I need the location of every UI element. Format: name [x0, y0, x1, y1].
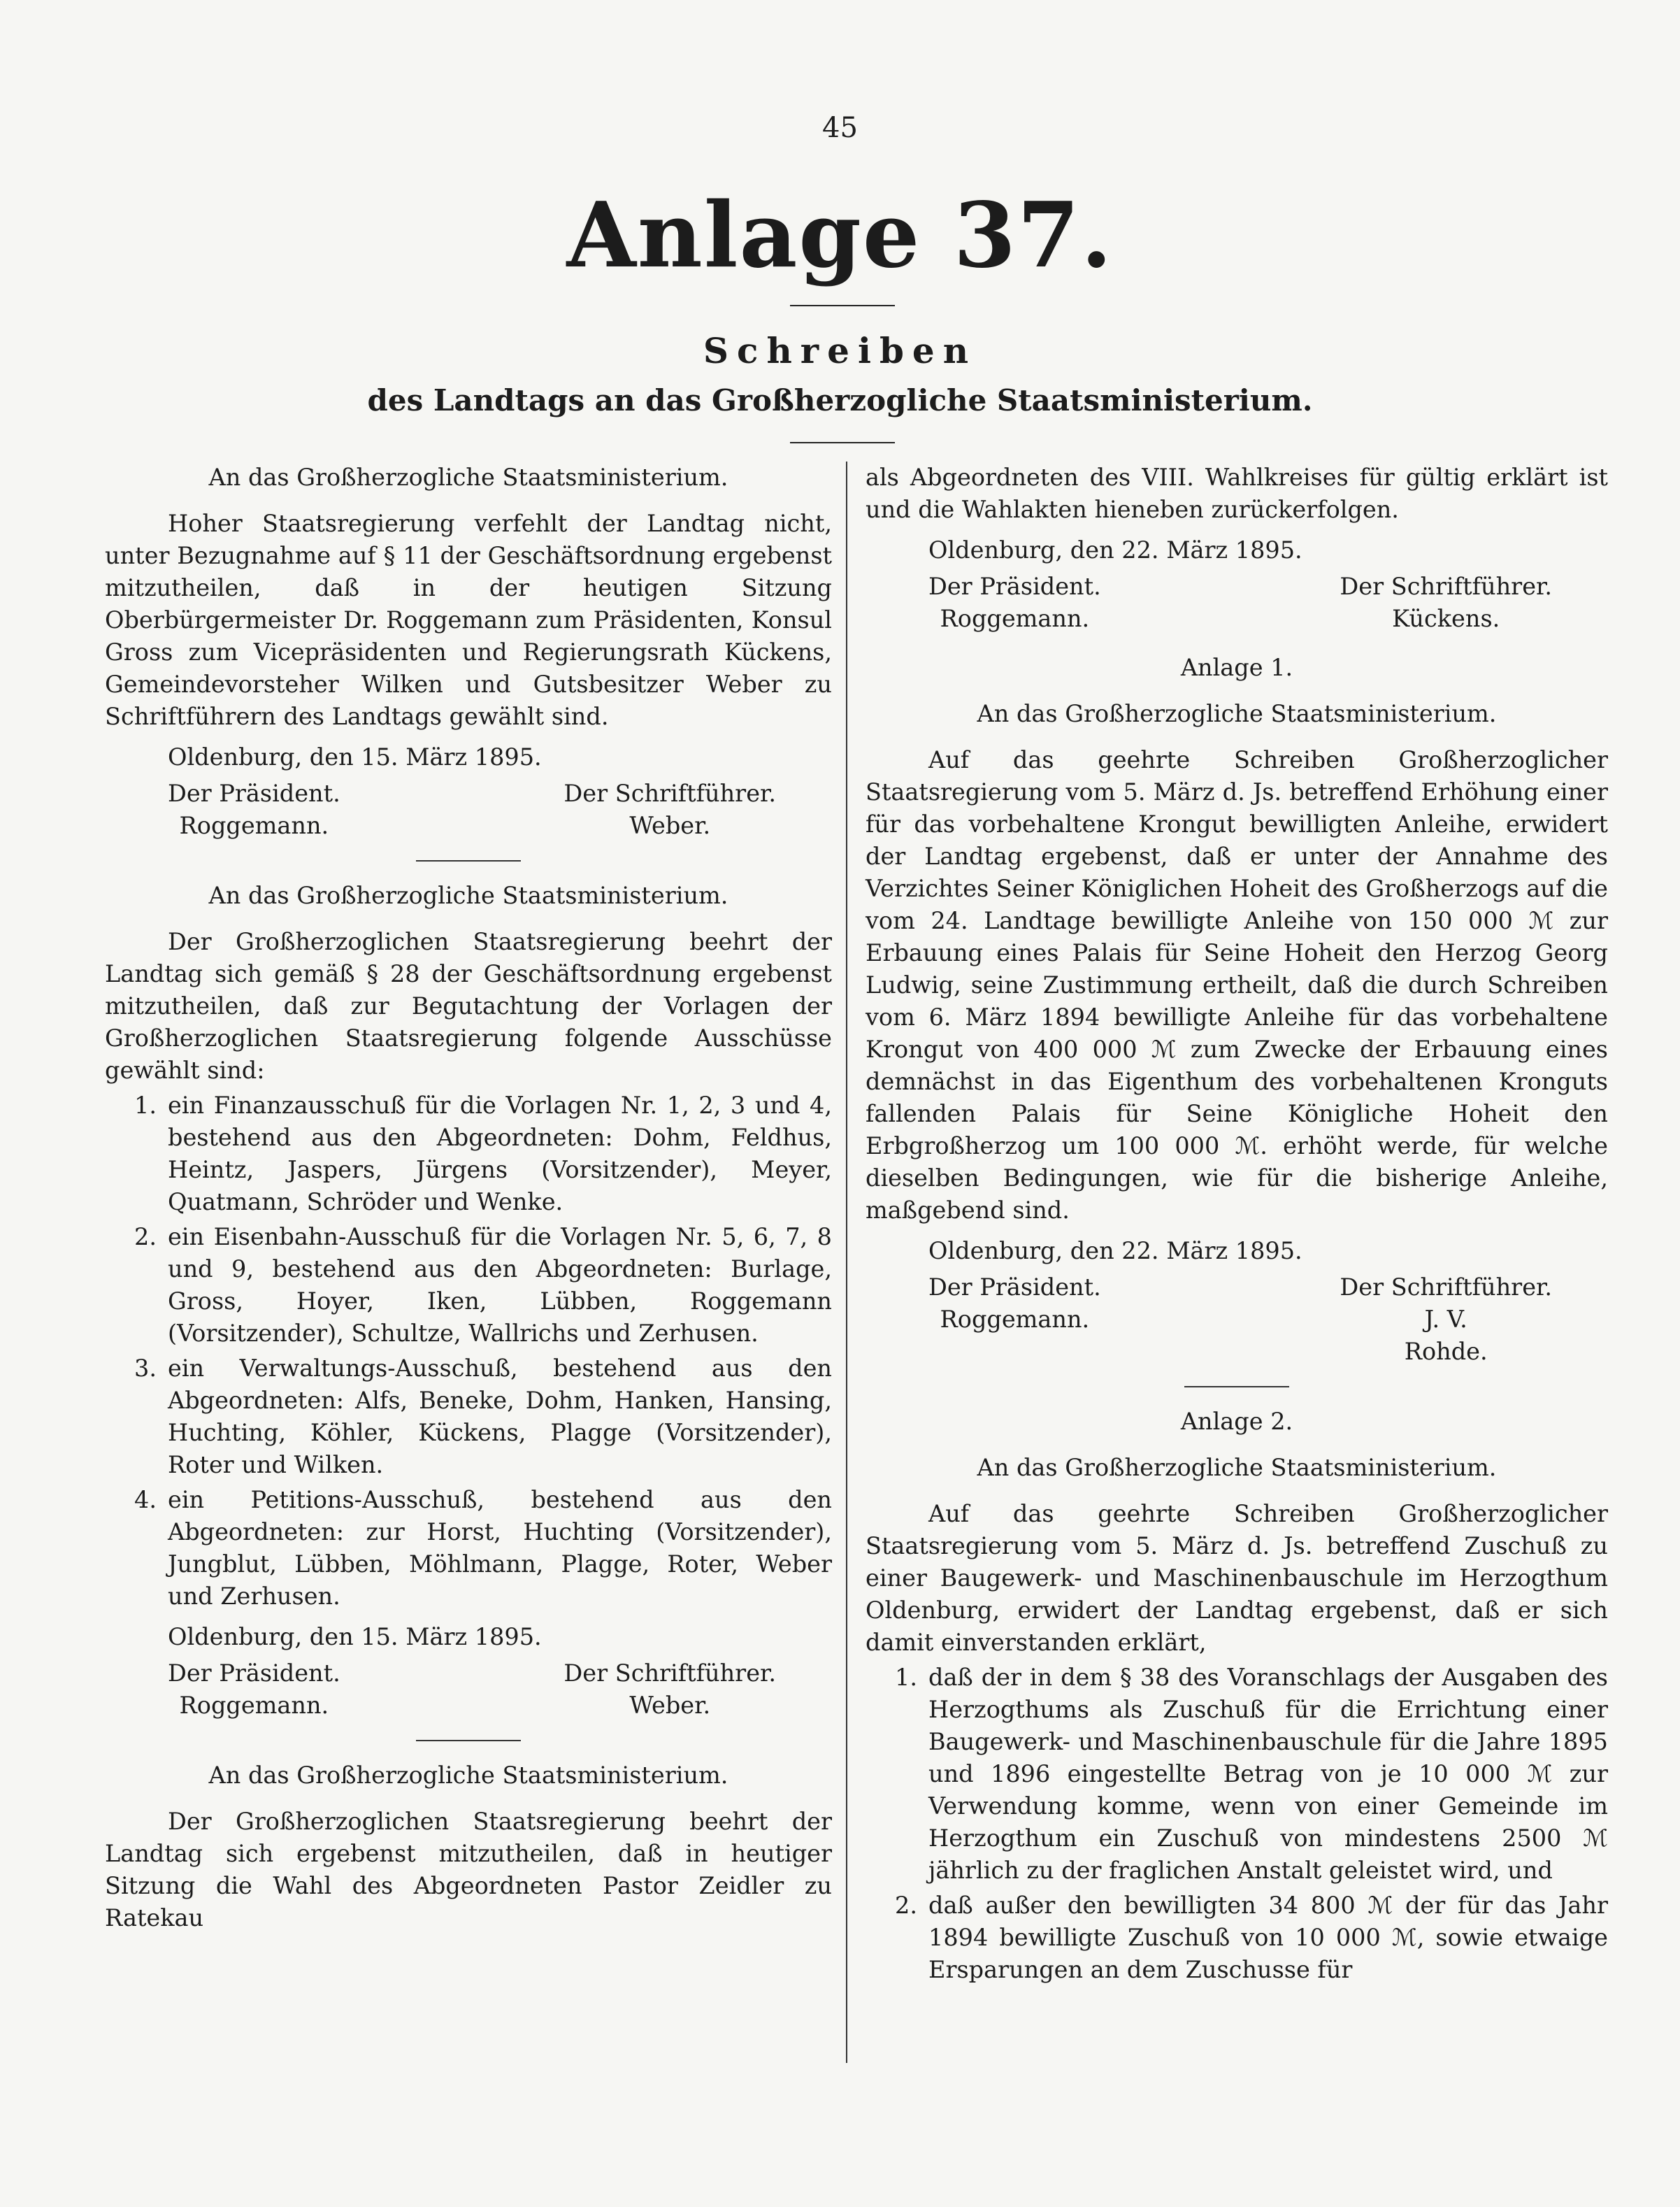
title-rule-top — [790, 305, 895, 306]
letter-address: An das Großherzogliche Staatsministerium. — [208, 464, 728, 491]
list-item: 3. ein Verwaltungs-Ausschuß, bestehend aus den Abgeordneten: Alfs, Beneke, Dohm, Hanken, Hansing, Huchting, Köhler, Kückens, Plagge (Vorsitzender), Roter und Wilken. — [134, 1355, 832, 1478]
list-item: 1. ein Finanzausschuß für die Vorlagen Nr. 1, 2, 3 und 4, bestehend aus den Abgeordneten: Dohm, Feldhus, Heintz, Jaspers, Jürgens (Vorsitzender), Meyer, Quatmann, Schröder und Wenke. — [134, 1092, 832, 1215]
signature-block — [866, 1271, 1608, 1368]
letter-body: Der Großherzoglichen Staatsregierung beehrt der Landtag sich gemäß § 28 der Geschäftsordnung ergebenst mitzutheilen, daß zur Begutachtung der Vorlagen der Großherzoglichen Staatsregierung folgende Ausschüsse gewählt sind: — [105, 928, 832, 1084]
letter-body: Der Großherzoglichen Staatsregierung beehrt der Landtag sich ergebenst mitzutheilen, daß in heutiger Sitzung die Wahl des Abgeordneten Pastor Zeidler zu Ratekau — [105, 1808, 832, 1931]
annex-2 — [866, 1406, 1608, 1986]
list-item: 4. ein Petitions-Ausschuß, bestehend aus den Abgeordneten: zur Horst, Huchting (Vorsitzender), Jungblut, Lübben, Möhlmann, Plagge, Roter, Weber und Zerhusen. — [134, 1486, 832, 1610]
list-item: 2. daß außer den bewilligten 34 800 ℳ der für das Jahr 1894 bewilligte Zuschuß von 10 000 ℳ, sowie etwaige Ersparungen an dem Zuschusse für — [895, 1892, 1608, 1983]
letter-3-continued — [866, 462, 1608, 635]
letter-body: Hoher Staatsregierung verfehlt der Landtag nicht, unter Bezugnahme auf § 11 der Geschäftsordnung ergebenst mitzutheilen, daß in der heutigen Sitzung Oberbürgermeister Dr. Roggemann zum Präsidenten, Konsul Gross zum Vicepräsidenten und Regierungsrath Kückens, Gemeindevorsteher Wilken und Gutsbesitzer Weber zu Schriftführern des Landtags gewählt sind. — [105, 510, 832, 730]
letter-address: An das Großherzogliche Staatsministerium. — [208, 1762, 728, 1789]
list-item: 1. daß der in dem § 38 des Voranschlags der Ausgaben des Herzogthums als Zuschuß für die Errichtung einer Baugewerk- und Maschinenbauschule für die Jahre 1895 und 1896 eingestellte Betrag von je 10 000 ℳ zur Verwendung komme, wenn von einer Gemeinde im Herzogthum ein Zuschuß von mindestens 2500 ℳ jährlich zu der fraglichen Anstalt geleistet wird, und — [895, 1664, 1608, 1884]
letter-place-date: Oldenburg, den 15. März 1895. — [168, 743, 542, 771]
annex-1 — [866, 652, 1608, 1368]
document-subtitle: Schreiben — [703, 330, 977, 371]
document-subtitle-line2: des Landtags an das Großherzogliche Staatsministerium. — [367, 383, 1313, 417]
section-separator — [1184, 1386, 1289, 1387]
signature-secretary: Der Schriftführer. J. V. Rohde. — [1340, 1273, 1552, 1365]
signature-block — [105, 1657, 832, 1722]
letter-body: Auf das geehrte Schreiben Großherzoglicher Staatsregierung vom 5. März d. Js. betreffend Zuschuß zu einer Baugewerk- und Maschinenbauschule im Herzogthum Oldenburg, erwidert der Landtag ergebenst, daß er sich damit einverstanden erklärt, — [866, 1500, 1608, 1656]
right-column — [866, 462, 1608, 1986]
letter-3 — [105, 1759, 832, 1934]
signature-president: Der Präsident. Roggemann. — [928, 1273, 1101, 1333]
letter-place-date: Oldenburg, den 15. März 1895. — [168, 1623, 542, 1650]
letter-body-continued: als Abgeordneten des VIII. Wahlkreises für gültig erklärt ist und die Wahlakten hieneben zurückerfolgen. — [866, 464, 1608, 523]
letter-place-date: Oldenburg, den 22. März 1895. — [928, 536, 1302, 564]
page-number: 45 — [822, 112, 858, 144]
annex-heading: Anlage 1. — [1180, 654, 1293, 681]
signature-secretary: Der Schriftführer. Kückens. — [1340, 573, 1552, 632]
signature-president: Der Präsident. Roggemann. — [168, 780, 340, 839]
letter-1 — [105, 462, 832, 842]
signature-secretary: Der Schriftführer. Weber. — [563, 1659, 776, 1719]
letter-2 — [105, 880, 832, 1722]
left-column — [105, 462, 832, 1934]
letter-address: An das Großherzogliche Staatsministerium. — [208, 882, 728, 909]
section-separator — [416, 1740, 521, 1741]
document-title: Anlage 37. — [566, 183, 1114, 288]
column-divider — [846, 462, 847, 2063]
title-rule-bottom — [790, 442, 895, 443]
signature-secretary: Der Schriftführer. Weber. — [563, 780, 776, 839]
committee-list — [105, 1090, 832, 1613]
annex-heading: Anlage 2. — [1180, 1408, 1293, 1435]
signature-block — [105, 778, 832, 842]
letter-place-date: Oldenburg, den 22. März 1895. — [928, 1237, 1302, 1264]
signature-block — [866, 571, 1608, 635]
list-item: 2. ein Eisenbahn-Ausschuß für die Vorlagen Nr. 5, 6, 7, 8 und 9, bestehend aus den Abgeordneten: Burlage, Gross, Hoyer, Iken, Lübben, Roggemann (Vorsitzender), Schultze, Wallrichs und Zerhusen. — [134, 1223, 832, 1347]
letter-address: An das Großherzogliche Staatsministerium. — [977, 700, 1497, 727]
section-separator — [416, 860, 521, 862]
letter-body: Auf das geehrte Schreiben Großherzoglicher Staatsregierung vom 5. März d. Js. betreffend Erhöhung einer für das vorbehaltene Krongut bewilligten Anleihe, erwidert der Landtag ergebenst, daß er unter der Annahme des Verzichtes Seiner Königlichen Hoheit des Großherzogs auf die vom 24. Landtage bewilligte Anleihe von 150 000 ℳ zur Erbauung eines Palais für Seine Hoheit den Herzog Georg Ludwig, seine Zustimmung ertheilt, daß die durch Schreiben vom 6. März 1894 bewilligte Anleihe für das vorbehaltene Krongut von 400 000 ℳ zum Zwecke der Erbauung eines demnächst in das Eigenthum des vorbehaltenen Kronguts fallenden Palais für Seine Königliche Hoheit den Erbgroßherzog um 100 000 ℳ. erhöht werde, für welche dieselben Bedingungen, wie für die bisherige Anleihe, maßgebend sind. — [866, 746, 1608, 1224]
signature-president: Der Präsident. Roggemann. — [928, 573, 1101, 632]
signature-president: Der Präsident. Roggemann. — [168, 1659, 340, 1719]
letter-address: An das Großherzogliche Staatsministerium. — [977, 1454, 1497, 1481]
condition-list — [866, 1662, 1608, 1986]
